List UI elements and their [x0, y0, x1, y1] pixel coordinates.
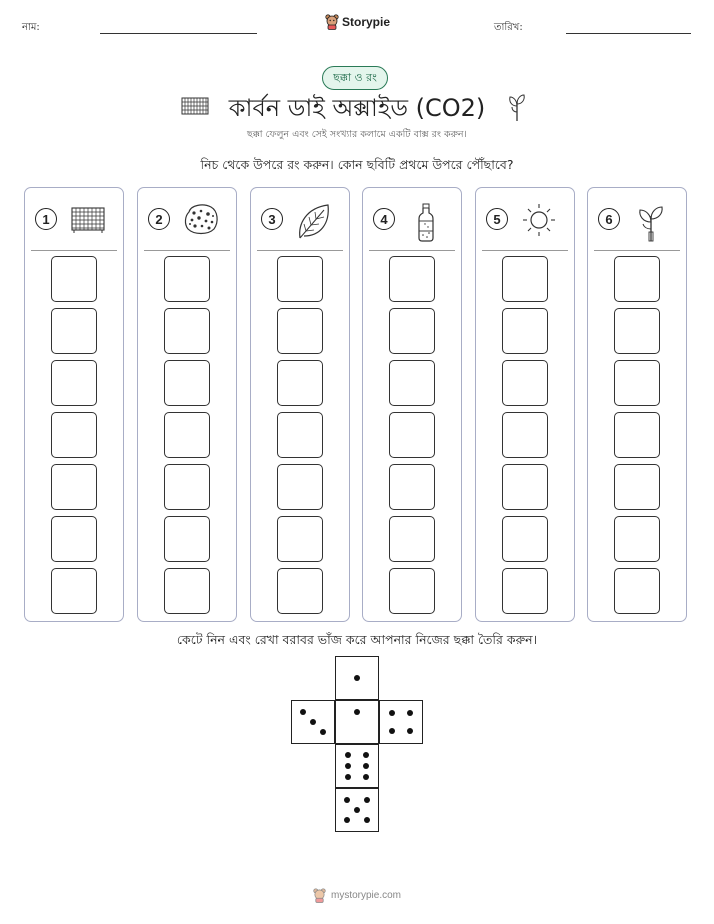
dice-pip [364, 817, 370, 823]
color-box[interactable] [51, 360, 97, 406]
dice-pip [345, 752, 351, 758]
sapling-icon [631, 202, 671, 242]
color-box[interactable] [614, 516, 660, 562]
color-box[interactable] [164, 256, 210, 302]
dice-pip [320, 729, 326, 735]
column-header [486, 202, 568, 238]
date-line [566, 33, 691, 34]
color-box[interactable] [277, 516, 323, 562]
color-box[interactable] [502, 516, 548, 562]
color-box[interactable] [51, 256, 97, 302]
dice-pip [354, 675, 360, 681]
instruction: নিচ থেকে উপরে রং করুন। কোন ছবিটি প্রথমে উপরে পৌঁছাবে? [200, 157, 514, 172]
color-box[interactable] [277, 464, 323, 510]
dice-pip [363, 752, 369, 758]
bear-logo-icon [325, 14, 339, 30]
page-title: কার্বন ডাই অক্সাইড (CO2) [228, 94, 486, 122]
color-box[interactable] [164, 412, 210, 458]
column-1 [24, 187, 124, 622]
column-number: 6 [598, 208, 620, 230]
color-box[interactable] [502, 568, 548, 614]
soda-bottle-icon [406, 202, 446, 242]
column-4 [362, 187, 462, 622]
sapling-icon [507, 92, 527, 122]
color-box[interactable] [277, 360, 323, 406]
dice-face-1 [335, 656, 379, 700]
color-box[interactable] [51, 412, 97, 458]
dice-pip [300, 709, 306, 715]
color-box[interactable] [164, 516, 210, 562]
column-header [35, 202, 117, 238]
dice-pip [389, 728, 395, 734]
dice-face-4 [379, 700, 423, 744]
color-box[interactable] [614, 308, 660, 354]
color-box[interactable] [164, 308, 210, 354]
color-box[interactable] [389, 360, 435, 406]
color-box[interactable] [164, 360, 210, 406]
color-box[interactable] [389, 568, 435, 614]
dice-face-3 [291, 700, 335, 744]
date-label: তারিখ: [494, 22, 523, 33]
column-header [373, 202, 455, 238]
color-box[interactable] [502, 412, 548, 458]
color-box[interactable] [164, 568, 210, 614]
storypie-logo [325, 14, 390, 30]
column-6 [587, 187, 687, 622]
column-number: 5 [486, 208, 508, 230]
footer-url[interactable]: mystorypie.com [330, 890, 401, 901]
dice-pip [407, 728, 413, 734]
column-2 [137, 187, 237, 622]
leaf-icon [294, 202, 334, 242]
color-box[interactable] [614, 568, 660, 614]
dice-pip [354, 709, 360, 715]
footer [0, 888, 714, 903]
dice-face-1 [335, 700, 379, 744]
dice-pip [310, 719, 316, 725]
bear-logo-icon [313, 888, 326, 903]
logo-text: Storypie [342, 15, 391, 29]
color-box[interactable] [614, 256, 660, 302]
column-header [598, 202, 680, 238]
column-header [261, 202, 343, 238]
dice-face-6 [335, 744, 379, 788]
dice-pip [345, 774, 351, 780]
dice-pip [344, 817, 350, 823]
dice-pip [389, 710, 395, 716]
name-line [100, 33, 257, 34]
color-box[interactable] [389, 412, 435, 458]
color-box[interactable] [51, 516, 97, 562]
color-box[interactable] [502, 464, 548, 510]
color-box[interactable] [51, 308, 97, 354]
column-number: 4 [373, 208, 395, 230]
column-5 [475, 187, 575, 622]
color-box[interactable] [389, 516, 435, 562]
color-box[interactable] [277, 308, 323, 354]
column-header [148, 202, 230, 238]
dice-pip [345, 763, 351, 769]
color-box[interactable] [164, 464, 210, 510]
color-box[interactable] [502, 360, 548, 406]
column-3 [250, 187, 350, 622]
color-box[interactable] [614, 464, 660, 510]
column-number: 3 [261, 208, 283, 230]
color-box[interactable] [277, 412, 323, 458]
color-box[interactable] [51, 464, 97, 510]
color-box[interactable] [389, 256, 435, 302]
dice-pip [407, 710, 413, 716]
column-divider [144, 250, 230, 251]
column-divider [594, 250, 680, 251]
dice-pip [344, 797, 350, 803]
color-box[interactable] [277, 256, 323, 302]
color-box[interactable] [502, 308, 548, 354]
dice-pip [354, 807, 360, 813]
color-box[interactable] [389, 464, 435, 510]
column-number: 2 [148, 208, 170, 230]
color-box[interactable] [51, 568, 97, 614]
dice-pip [363, 774, 369, 780]
column-divider [257, 250, 343, 251]
rock-icon [181, 202, 221, 236]
column-divider [31, 250, 117, 251]
dice-pip [363, 763, 369, 769]
sun-icon [519, 202, 559, 238]
color-box[interactable] [277, 568, 323, 614]
color-box[interactable] [502, 256, 548, 302]
dice-face-5 [335, 788, 379, 832]
color-box[interactable] [614, 412, 660, 458]
subtitle: ছক্কা ফেলুন এবং সেই সংখ্যার কলামে একটি বাক্স রং করুন। [247, 129, 467, 140]
cut-instruction: কেটে নিন এবং রেখা বরাবর ভাঁজ করে আপনার নিজের ছক্কা তৈরি করুন। [176, 632, 538, 647]
grid-mesh-icon [68, 202, 108, 234]
color-box[interactable] [389, 308, 435, 354]
column-divider [369, 250, 455, 251]
column-divider [482, 250, 568, 251]
name-label: নাম: [22, 22, 40, 33]
dice-pip [364, 797, 370, 803]
column-number: 1 [35, 208, 57, 230]
activity-badge: ছক্কা ও রং [322, 66, 388, 90]
color-box[interactable] [614, 360, 660, 406]
